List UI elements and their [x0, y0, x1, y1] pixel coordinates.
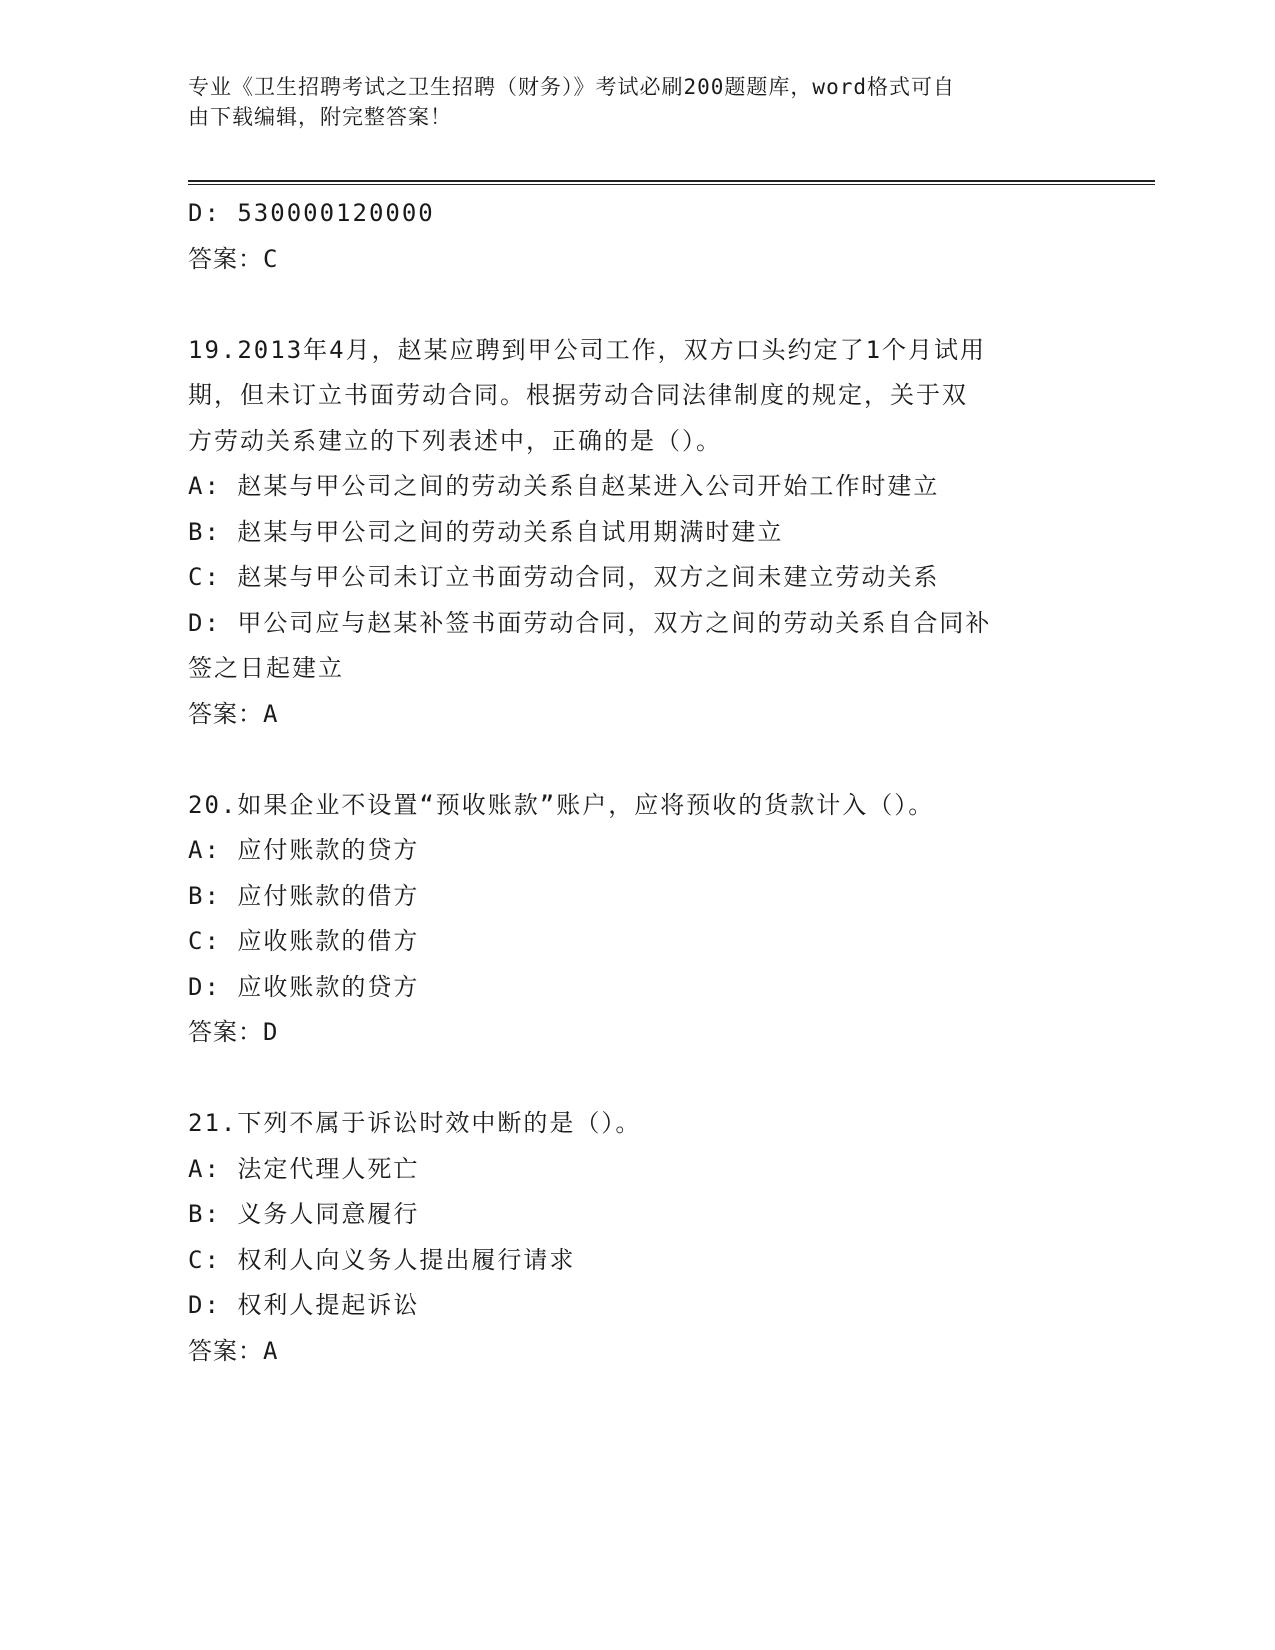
- question-block: [188, 1101, 1088, 1374]
- question-stem: 期，但未订立书面劳动合同。根据劳动合同法律制度的规定，关于双: [188, 381, 968, 409]
- question-block: [188, 328, 1088, 738]
- option-b: B: 义务人同意履行: [188, 1200, 420, 1228]
- answer: 答案：C: [188, 244, 279, 273]
- answer: 答案：A: [188, 1336, 279, 1365]
- answer: 答案：A: [188, 699, 279, 728]
- header-line: 由下载编辑，附完整答案！: [188, 105, 452, 129]
- spacer: [188, 1056, 1088, 1102]
- header-divider: [188, 184, 1155, 185]
- question-stem: 19.2013年4月，赵某应聘到甲公司工作，双方口头约定了1个月试用: [188, 335, 987, 364]
- option-c: C: 应收账款的借方: [188, 927, 420, 955]
- question-stem: 20.如果企业不设置“预收账款”账户，应将预收的货款计入（）。: [188, 790, 935, 819]
- option-d: D: 应收账款的贷方: [188, 972, 420, 1001]
- option-d: D: 甲公司应与赵某补签书面劳动合同，双方之间的劳动关系自合同补: [188, 608, 992, 637]
- spacer: [188, 282, 1088, 328]
- option-a: A: 赵某与甲公司之间的劳动关系自赵某进入公司开始工作时建立: [188, 472, 940, 500]
- answer: 答案：D: [188, 1018, 279, 1046]
- spacer: [188, 737, 1088, 783]
- option-d: D: 530000120000: [188, 199, 435, 227]
- option-c: C: 权利人向义务人提出履行请求: [188, 1245, 576, 1274]
- option-b: B: 应付账款的借方: [188, 881, 420, 910]
- header-line: 专业《卫生招聘考试之卫生招聘（财务）》考试必刷200题题库，word格式可自: [188, 75, 955, 99]
- header-divider: [188, 180, 1155, 182]
- option-b: B: 赵某与甲公司之间的劳动关系自试用期满时建立: [188, 517, 784, 546]
- option-c: C: 赵某与甲公司未订立书面劳动合同，双方之间未建立劳动关系: [188, 563, 940, 591]
- option-a: A: 应付账款的贷方: [188, 836, 420, 864]
- question-stem: 方劳动关系建立的下列表述中，正确的是（）。: [188, 426, 722, 455]
- option-a: A: 法定代理人死亡: [188, 1154, 420, 1183]
- question-content: [188, 191, 1088, 1374]
- option-d-continued: 签之日起建立: [188, 654, 344, 682]
- option-d: D: 权利人提起诉讼: [188, 1291, 420, 1319]
- question-stem: 21.下列不属于诉讼时效中断的是（）。: [188, 1109, 642, 1137]
- page-header: [188, 72, 1088, 132]
- question-block: [188, 783, 1088, 1056]
